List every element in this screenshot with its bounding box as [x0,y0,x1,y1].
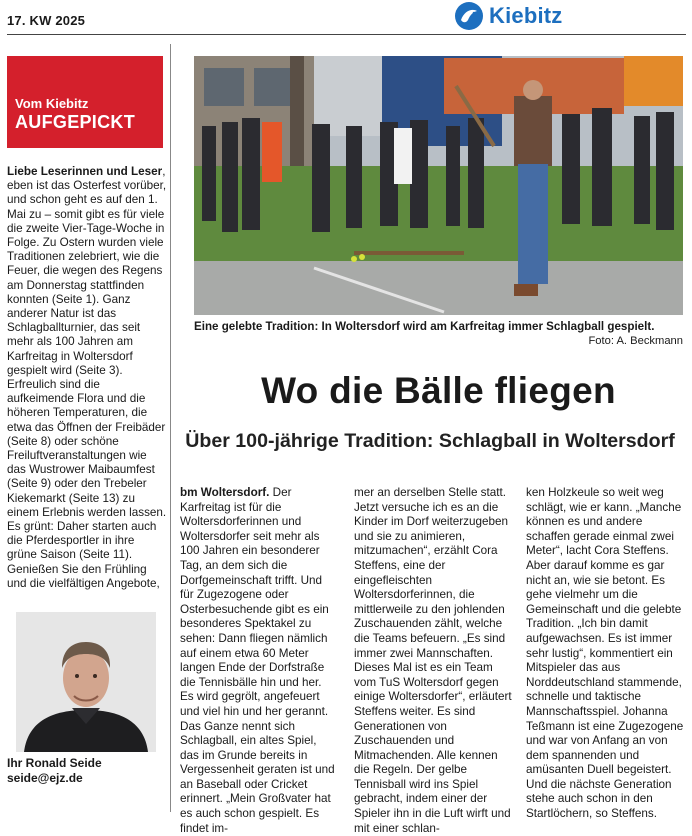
photo-caption: Eine gelebte Tradition: In Woltersdorf wird am Karfreitag immer Schlagball gespielt. [194,320,655,333]
author-name: Ihr Ronald Seide [7,756,102,770]
brand-logo[interactable] [455,2,563,30]
header-rule [7,34,686,35]
brand-name: Kiebitz [489,3,563,28]
issue-label: 17. KW 2025 [7,13,86,28]
letter-salutation: Liebe Leserinnen und Leser [7,165,163,178]
editor-letter [7,165,167,591]
author-signature [7,756,102,785]
author-portrait [16,612,156,752]
letter-paragraph: Es grünt: Daher starten auch die Pferdesportler in ihre grüne Saison (Seite 11). [7,520,157,562]
badge-kicker: Vom Kiebitz [15,96,89,111]
article-headline: Wo die Bälle fliegen [261,370,616,411]
letter-paragraph: Genießen Sie den Frühling und die vielfältigen Angebote, [7,562,160,590]
page-header [0,0,692,36]
author-email[interactable]: seide@ejz.de [7,770,83,785]
article-photo [194,56,683,315]
article-dateline: bm Woltersdorf. [180,486,270,499]
aufgepickt-badge [7,56,163,148]
letter-paragraph: Erfreulich sind die aufkeimende Flora und die höheren Temperaturen, die etwa das Öffnen der Freibäder (Seite 8) oder schöne Freiluftveranstaltungen wie das Wustrower Maibaumfest (Seite 9) oder den Trebeler Kiekemarkt (Seite 13) zu einem Erlebnis werden lassen. [7,378,167,519]
badge-title: AUFGEPICKT [15,112,135,132]
article-text: Der Karfreitag ist für die Woltersdorferinnen und Woltersdorfer seit mehr als 100 Jahren ein besonderer Tag, an dem sich die Dorfgemeinschaft trifft. Und für Zugezogene oder Osterbesuchende gibt es ein besonderes Spektakel zu sehen: Dann fliegen nämlich auf einem etwa 60 Meter langen Ende der Dorfstraße die Tennisbälle hin und her. Es wird gegrölt, angefeuert und viel hin und her gerannt. Das Ganze nennt sich Schlagball, ein altes Spiel, das im Grunde bereits in Vergessenheit geraten ist und an Baseball oder Cricket erinnert. „Mein Großvater hat es auch schon gespielt. Es findet im- [180,486,335,835]
article-column-3: ken Holzkeule so weit weg schlägt, wie er kann. „Manche können es und andere schaffen gerade einmal zwei Meter“, lacht Cora Steffens. Aber darauf komme es gar nicht an, wie sie betont. Es gehe vielmehr um die Gemeinschaft und die gelebte Tradition. „Ich bin damit aufgewachsen. Es ist immer sehr lustig“, kommentiert ein Mitspieler das aus Norddeutschland stammende, schnelle und taktische Mannschaftsspiel. Johanna Teßmann ist eine Zugezogene und war von Anfang an von dem spannenden und amüsanten Duell begeistert. Und die nächste Generation stehe auch schon in den Startlöchern, so Steffens. [526,486,684,821]
article-column-2: mer an derselben Stelle statt. Jetzt versuche ich es an die Kinder im Dorf weiterzugeben und sie zu animieren, mitzumachen“, erzählt Cora Steffens, eine der eingefleischten Woltersdorferinnen, die mittlerweile zu den johlenden Zuschauenden zählt, welche die Teams befeuern. „Es sind immer zwei Mannschaften. Dieses Mal ist es ein Team vom TuS Woltersdorf gegen einige Woltersdorfer“, erläutert Steffens weiter. Es sind Generationen von Zuschauenden und Mitmachenden. Alle kennen die Regeln. Der gelbe Tennisball wird ins Spiel gebracht, indem einer der Spieler ihn in die Luft wirft und mit einer schlan- [354,486,512,835]
article-subheadline: Über 100-jährige Tradition: Schlagball in Woltersdorf [185,430,675,452]
column-divider [170,44,171,812]
kiebitz-bird-icon [455,2,483,30]
article-column-1 [180,486,338,836]
letter-intro: , eben ist das Osterfest vorüber, und schon geht es auf den 1. Mai zu – somit gibt es für viele die zweite Vier-Tage-Woche in Folge. Zu Ostern wurden viele Traditionen zelebriert, wie die Feuer, die wegen des Regens am Donnerstag stattfinden konnten (Seite 1). Ganz anderer Natur ist das Schlagballturnier, das seit mehr als 100 Jahren am Karfreitag in Woltersdorf gespielt wird (Seite 3). [7,165,167,377]
photo-credit: Foto: A. Beckmann [588,335,683,347]
